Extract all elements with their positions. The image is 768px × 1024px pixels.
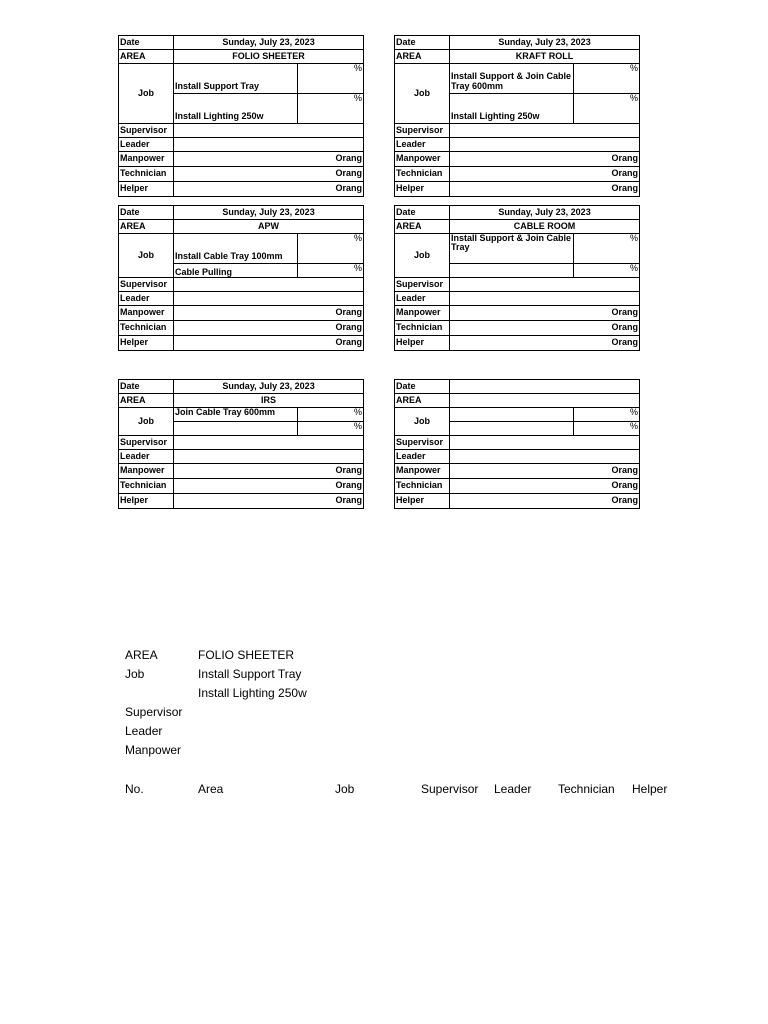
technician-unit: Orang (450, 321, 640, 336)
job-1-percent: % (298, 408, 364, 422)
job-2-percent: % (574, 264, 640, 278)
date-value: Sunday, July 23, 2023 (174, 36, 364, 50)
manpower-unit: Orang (174, 152, 364, 167)
leader-label: Leader (119, 292, 174, 306)
helper-unit: Orang (450, 336, 640, 351)
technician-unit: Orang (174, 167, 364, 182)
leader-label: Leader (395, 292, 450, 306)
summary-supervisor-label: Supervisor (125, 705, 183, 719)
area-value: CABLE ROOM (450, 220, 640, 234)
job-1: Install Support Tray (174, 64, 298, 94)
area-value: KRAFT ROLL (450, 50, 640, 64)
manpower-unit: Orang (174, 306, 364, 321)
area-label: AREA (119, 394, 174, 408)
job-label: Job (119, 64, 174, 124)
job-label: Job (119, 234, 174, 278)
job-label: Job (119, 408, 174, 436)
manpower-label: Manpower (395, 306, 450, 321)
job-2: Cable Pulling (174, 264, 298, 278)
helper-label: Helper (119, 336, 174, 351)
job-1 (450, 408, 574, 422)
manpower-label: Manpower (395, 152, 450, 167)
technician-label: Technician (395, 321, 450, 336)
date-value: Sunday, July 23, 2023 (174, 380, 364, 394)
supervisor-label: Supervisor (395, 124, 450, 138)
supervisor-value (174, 278, 364, 292)
column-area: Area (198, 782, 224, 796)
helper-label: Helper (119, 494, 174, 509)
column-helper: Helper (632, 782, 668, 796)
technician-unit: Orang (450, 167, 640, 182)
summary-area-label: AREA (125, 648, 158, 662)
area-label: AREA (395, 394, 450, 408)
technician-unit: Orang (450, 479, 640, 494)
date-value: Sunday, July 23, 2023 (174, 206, 364, 220)
date-value: Sunday, July 23, 2023 (450, 206, 640, 220)
leader-value (450, 292, 640, 306)
technician-unit: Orang (174, 479, 364, 494)
supervisor-label: Supervisor (119, 278, 174, 292)
supervisor-value (174, 436, 364, 450)
technician-label: Technician (119, 479, 174, 494)
supervisor-value (450, 124, 640, 138)
job-1-percent: % (574, 408, 640, 422)
summary-area-value: FOLIO SHEETER (198, 648, 295, 662)
area-value (450, 394, 640, 408)
date-label: Date (119, 206, 174, 220)
job-2 (450, 264, 574, 278)
date-label: Date (119, 380, 174, 394)
job-label: Job (395, 408, 450, 436)
area-label: AREA (395, 50, 450, 64)
job-2-percent: % (574, 94, 640, 124)
technician-label: Technician (119, 321, 174, 336)
job-1-percent: % (574, 234, 640, 264)
leader-label: Leader (119, 138, 174, 152)
helper-unit: Orang (450, 182, 640, 197)
job-1-percent: % (298, 64, 364, 94)
supervisor-label: Supervisor (119, 436, 174, 450)
manpower-label: Manpower (119, 306, 174, 321)
supervisor-value (450, 436, 640, 450)
supervisor-value (450, 278, 640, 292)
helper-unit: Orang (174, 336, 364, 351)
manpower-unit: Orang (450, 306, 640, 321)
date-label: Date (395, 206, 450, 220)
supervisor-value (174, 124, 364, 138)
leader-value (450, 138, 640, 152)
leader-label: Leader (119, 450, 174, 464)
helper-unit: Orang (450, 494, 640, 509)
job-2-percent: % (298, 264, 364, 278)
job-label: Job (395, 64, 450, 124)
column-leader: Leader (494, 782, 532, 796)
manpower-label: Manpower (119, 152, 174, 167)
job-label: Job (395, 234, 450, 278)
area-value: APW (174, 220, 364, 234)
report-card-blank (394, 379, 640, 509)
helper-label: Helper (395, 182, 450, 197)
area-label: AREA (119, 220, 174, 234)
technician-label: Technician (395, 479, 450, 494)
report-card-cable-room (394, 205, 640, 351)
leader-value (174, 292, 364, 306)
manpower-unit: Orang (450, 152, 640, 167)
helper-label: Helper (395, 336, 450, 351)
manpower-label: Manpower (395, 464, 450, 479)
manpower-label: Manpower (119, 464, 174, 479)
column-job: Job (335, 782, 355, 796)
summary-manpower-label: Manpower (125, 743, 182, 757)
job-1-percent: % (298, 234, 364, 264)
technician-unit: Orang (174, 321, 364, 336)
job-1: Join Cable Tray 600mm (174, 408, 298, 422)
date-value: Sunday, July 23, 2023 (450, 36, 640, 50)
leader-value (174, 138, 364, 152)
leader-value (450, 450, 640, 464)
supervisor-label: Supervisor (395, 278, 450, 292)
summary-job-2: Install Lighting 250w (198, 686, 307, 700)
job-2 (450, 422, 574, 436)
column-supervisor: Supervisor (421, 782, 479, 796)
job-1: Install Cable Tray 100mm (174, 234, 298, 264)
summary-job-1: Install Support Tray (198, 667, 302, 681)
leader-label: Leader (395, 138, 450, 152)
helper-unit: Orang (174, 182, 364, 197)
column-technician: Technician (558, 782, 615, 796)
technician-label: Technician (119, 167, 174, 182)
column-no: No. (125, 782, 144, 796)
manpower-unit: Orang (174, 464, 364, 479)
job-2-percent: % (298, 422, 364, 436)
leader-value (174, 450, 364, 464)
job-2: Install Lighting 250w (174, 94, 298, 124)
technician-label: Technician (395, 167, 450, 182)
area-label: AREA (395, 220, 450, 234)
date-value (450, 380, 640, 394)
helper-label: Helper (119, 182, 174, 197)
job-1: Install Support & Join Cable Tray 600mm (450, 64, 574, 94)
summary-job-label: Job (125, 667, 145, 681)
job-2-percent: % (298, 94, 364, 124)
area-value: FOLIO SHEETER (174, 50, 364, 64)
job-2: Install Lighting 250w (450, 94, 574, 124)
job-2 (174, 422, 298, 436)
report-card-apw (118, 205, 364, 351)
supervisor-label: Supervisor (395, 436, 450, 450)
date-label: Date (395, 36, 450, 50)
leader-label: Leader (395, 450, 450, 464)
supervisor-label: Supervisor (119, 124, 174, 138)
helper-unit: Orang (174, 494, 364, 509)
report-card-irs (118, 379, 364, 509)
job-2-percent: % (574, 422, 640, 436)
date-label: Date (119, 36, 174, 50)
date-label: Date (395, 380, 450, 394)
area-value: IRS (174, 394, 364, 408)
report-card-kraft-roll (394, 35, 640, 197)
area-label: AREA (119, 50, 174, 64)
summary-leader-label: Leader (125, 724, 163, 738)
report-card-folio-sheeter (118, 35, 364, 197)
helper-label: Helper (395, 494, 450, 509)
manpower-unit: Orang (450, 464, 640, 479)
job-1: Install Support & Join Cable Tray (450, 234, 574, 264)
job-1-percent: % (574, 64, 640, 94)
